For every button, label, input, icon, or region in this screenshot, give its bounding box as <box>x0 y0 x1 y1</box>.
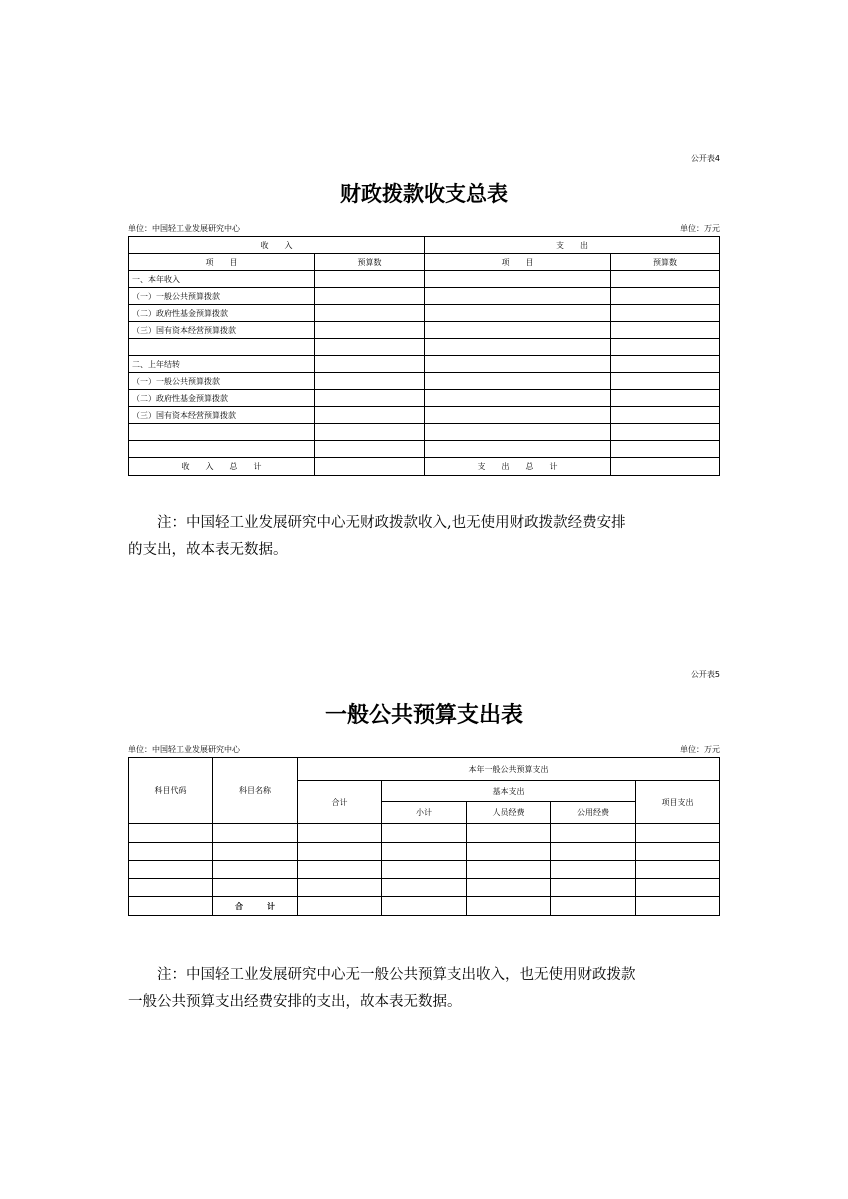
public-cost-header: 公用经费 <box>551 802 636 824</box>
income-item: 二、上年结转 <box>129 356 315 373</box>
table-row <box>129 824 720 843</box>
table4-title: 财政拨款收支总表 <box>340 181 508 206</box>
table-row <box>129 339 720 356</box>
table5-title: 一般公共预算支出表 <box>324 702 523 728</box>
income-item <box>129 424 315 441</box>
income-total-label: 收 入 总 计 <box>129 458 315 476</box>
table5-unit-currency: 单位：万元 <box>680 745 720 754</box>
expense-header: 支 出 <box>425 237 720 254</box>
table-row <box>129 373 720 390</box>
table5-note-line-2: 一般公共预算支出经费安排的支出，故本表无数据。 <box>128 994 462 1010</box>
income-item: （二）政府性基金预算拨款 <box>129 305 315 322</box>
table-row <box>129 424 720 441</box>
subject-code-header: 科目代码 <box>129 758 213 824</box>
table4-unit-org: 单位：中国轻工业发展研究中心 <box>128 224 240 233</box>
table-row <box>129 390 720 407</box>
subject-name-header: 科目名称 <box>213 758 298 824</box>
annual-expenditure-header: 本年一般公共预算支出 <box>298 758 720 781</box>
table5-unit-org: 单位：中国轻工业发展研究中心 <box>128 745 240 754</box>
expense-budget-header: 预算数 <box>611 254 720 271</box>
table5-note-line-1: 注：中国轻工业发展研究中心无一般公共预算支出收入，也无使用财政拨款 <box>157 967 636 983</box>
total-header: 合计 <box>298 781 382 824</box>
table5-tag: 公开表5 <box>690 670 720 679</box>
total-row <box>129 458 720 476</box>
expense-total-label: 支 出 总 计 <box>425 458 611 476</box>
table-row <box>129 356 720 373</box>
table5-note <box>128 962 722 1016</box>
table4-note-line-1: 注：中国轻工业发展研究中心无财政拨款收入,也无使用财政拨款经费安排 <box>157 515 626 531</box>
table-row <box>129 305 720 322</box>
grand-total-label: 合 计 <box>213 897 298 916</box>
income-item-header: 项 目 <box>129 254 315 271</box>
income-budget-header: 预算数 <box>315 254 425 271</box>
income-item <box>129 441 315 458</box>
total-row <box>129 897 720 916</box>
table4-unit-currency: 单位：万元 <box>680 224 720 233</box>
table-row <box>129 843 720 861</box>
table-row <box>129 879 720 897</box>
table-row <box>129 861 720 879</box>
table-row <box>129 271 720 288</box>
table-row <box>129 407 720 424</box>
income-item <box>129 339 315 356</box>
basic-expenditure-header: 基本支出 <box>382 781 636 802</box>
table-row <box>129 288 720 305</box>
income-item: （一）一般公共预算拨款 <box>129 288 315 305</box>
income-item: 一、本年收入 <box>129 271 315 288</box>
table4-note-line-2: 的支出，故本表无数据。 <box>128 542 288 558</box>
income-header: 收 入 <box>129 237 425 254</box>
project-expenditure-header: 项目支出 <box>636 781 720 824</box>
table-row <box>129 441 720 458</box>
income-item: （三）国有资本经营预算拨款 <box>129 407 315 424</box>
income-item: （二）政府性基金预算拨款 <box>129 390 315 407</box>
personnel-cost-header: 人员经费 <box>467 802 551 824</box>
fiscal-appropriation-table <box>128 236 720 476</box>
income-item: （三）国有资本经营预算拨款 <box>129 322 315 339</box>
table4-note <box>128 510 722 564</box>
expense-item-header: 项 目 <box>425 254 611 271</box>
income-item: （一）一般公共预算拨款 <box>129 373 315 390</box>
general-budget-expenditure-table <box>128 757 720 916</box>
table4-tag: 公开表4 <box>690 154 720 163</box>
subtotal-header: 小计 <box>382 802 467 824</box>
table-row <box>129 322 720 339</box>
